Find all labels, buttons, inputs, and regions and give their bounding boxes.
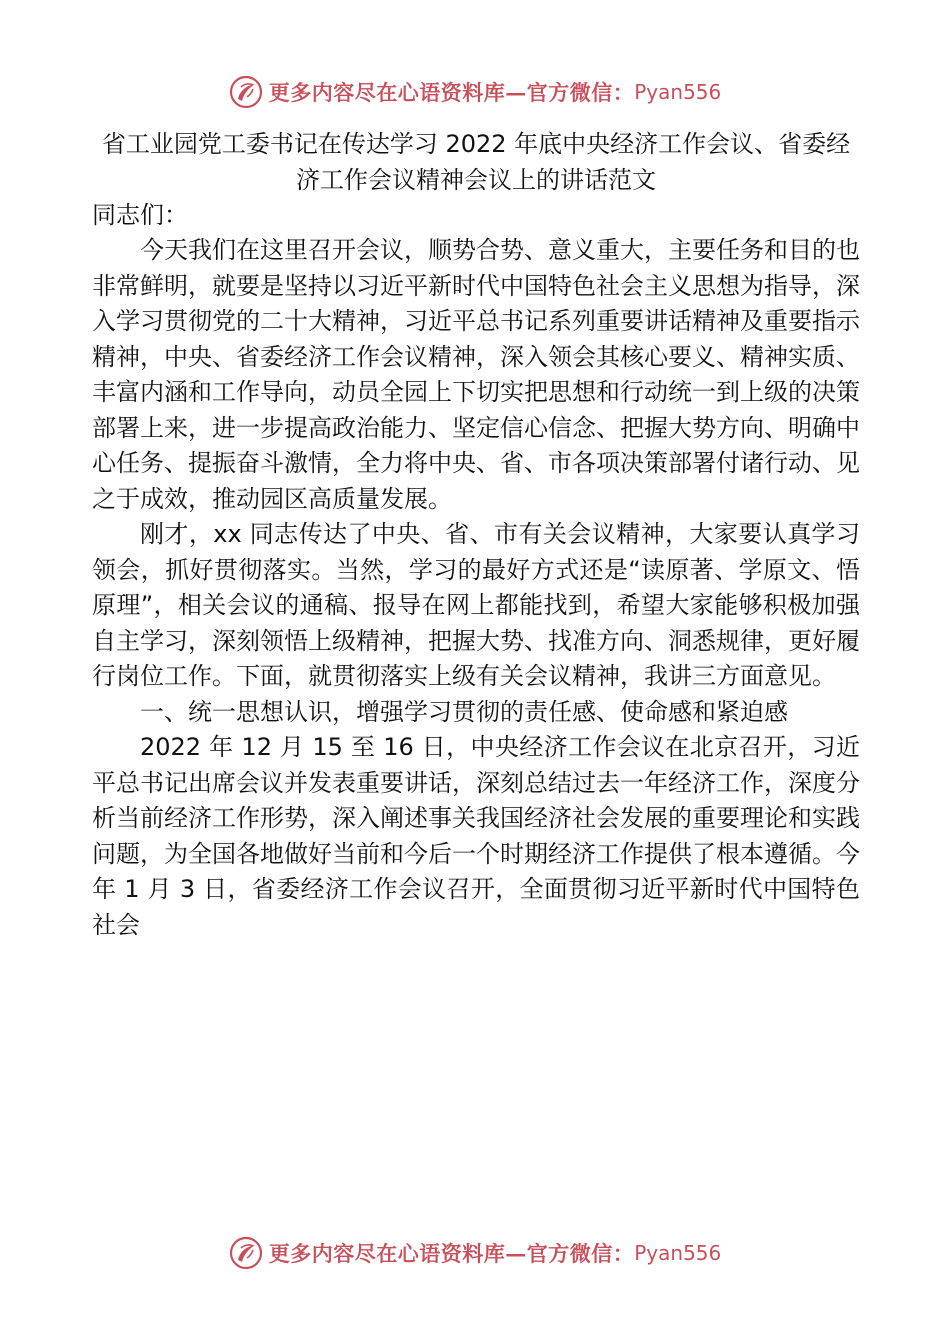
paragraph-2: 刚才，xx 同志传达了中央、省、市有关会议精神，大家要认真学习领会，抓好贯彻落实。当然，学习的最好方式还是“读原著、学原文、悟原理”，相关会议的通稿、报导在网上都能找到，希望大家能够积极加强自主学习，深刻领悟上级精神，把握大势、找准方向、洞悉规律，更好履行岗位工作。下面，就贯彻落实上级有关会议精神，我讲三方面意见。 bbox=[92, 520, 860, 690]
swirl-logo-icon bbox=[229, 75, 263, 109]
watermark-text: 更多内容尽在心语资料库—官方微信： bbox=[268, 1241, 635, 1266]
footer-watermark bbox=[0, 1233, 950, 1273]
watermark-text: 更多内容尽在心语资料库—官方微信： bbox=[268, 80, 635, 105]
document-body bbox=[92, 126, 860, 943]
document-title: 省工业园党工委书记在传达学习 2022 年底中央经济工作会议、省委经济工作会议精神会议上的讲话范文 bbox=[101, 130, 851, 194]
watermark-contact: Pyan556 bbox=[634, 80, 722, 104]
section-heading-1: 一、统一思想认识，增强学习贯彻的责任感、使命感和紧迫感 bbox=[140, 697, 788, 726]
greeting: 同志们： bbox=[92, 201, 188, 229]
swirl-logo-icon bbox=[229, 1236, 263, 1270]
paragraph-3: 2022 年 12 月 15 至 16 日，中央经济工作会议在北京召开，习近平总书记出席会议并发表重要讲话，深刻总结过去一年经济工作，深度分析当前经济工作形势，深入阐述事关我国经济社会发展的重要理论和实践问题，为全国各地做好当前和今后一个时期经济工作提供了根本遵循。今年 1 月 3 日，省委经济工作会议召开，全面贯彻习近平新时代中国特色社会 bbox=[92, 733, 860, 939]
watermark-contact: Pyan556 bbox=[634, 1241, 722, 1265]
header-watermark bbox=[0, 72, 950, 112]
paragraph-1: 今天我们在这里召开会议，顺势合势、意义重大，主要任务和目的也非常鲜明，就要是坚持以习近平新时代中国特色社会主义思想为指导，深入学习贯彻党的二十大精神，习近平总书记系列重要讲话精神及重要指示精神，中央、省委经济工作会议精神，深入领会其核心要义、精神实质、丰富内涵和工作导向，动员全园上下切实把思想和行动统一到上级的决策部署上来，进一步提高政治能力、坚定信心信念、把握大势方向、明确中心任务、提振奋斗激情，全力将中央、省、市各项决策部署付诸行动、见之于成效，推动园区高质量发展。 bbox=[92, 236, 860, 513]
